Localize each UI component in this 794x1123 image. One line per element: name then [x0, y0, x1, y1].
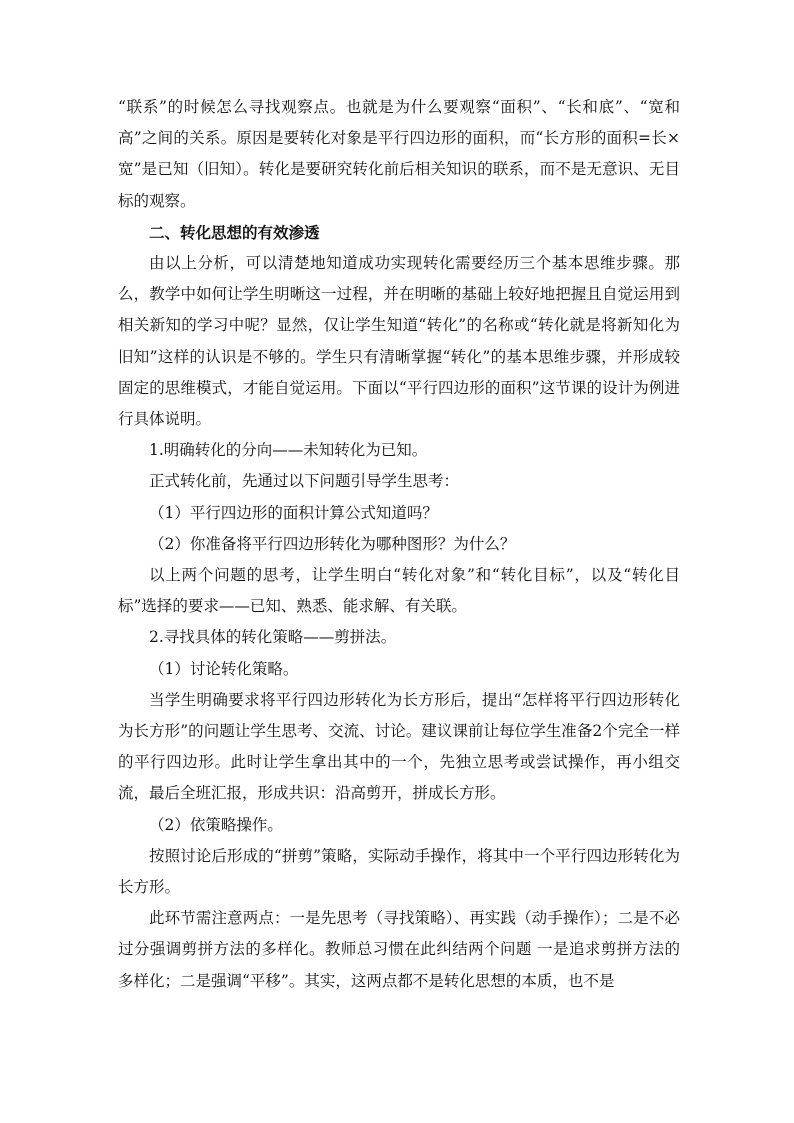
paragraph-analysis: 由以上分析，可以清楚地知道成功实现转化需要经历三个基本思维步骤。那么，教学中如何让学生明晰这一过程，并在明晰的基础上较好地把握且自觉运用到相关新知的学习中呢？显然，仅让学生知道“转化”的名称或“转化就是将新知化为旧知”这样的认识是不够的。学生只有清晰掌握“转化”的基本思维步骤，并形成较固定的思维模式，才能自觉运用。下面以“平行四边形的面积”这节课的设计为例进行具体说明。	[118, 254, 680, 429]
document-body	[118, 92, 680, 997]
step-2-heading: 2.寻找具体的转化策略——剪拼法。	[149, 628, 397, 647]
section-heading-2: 二、转化思想的有效渗透	[149, 222, 320, 242]
paragraph-notes: 此环节需注意两点：一是先思考（寻找策略）、再实践（动手操作）；二是不必过分强调剪拼方法的多样化。教师总习惯在此纠结两个问题 一是追求剪拼方法的多样化；二是强调“平移”。其实，这两点都不是转化思想的本质，也不是	[118, 909, 680, 990]
step-1-heading: 1.明确转化的分向——未知转化为已知。	[149, 441, 428, 460]
question-2: （2）你准备将平行四边形转化为哪种图形？为什么？	[149, 534, 516, 553]
paragraph-discussion: 当学生明确要求将平行四边形转化为长方形后，提出“怎样将平行四边形转化为长方形”的问题让学生思考、交流、讨论。建议课前让每位学生准备2个完全一样的平行四边形。此时让学生拿出其中的一个，先独立思考或尝试操作，再小组交流，最后全班汇报，形成共识：沿高剪开，拼成长方形。	[118, 690, 680, 803]
substep-2-heading: （2）依策略操作。	[149, 815, 283, 834]
paragraph-question-summary: 以上两个问题的思考，让学生明白“转化对象”和“转化目标”，以及“转化目标”选择的要求——已知、熟悉、能求解、有关联。	[118, 566, 680, 616]
paragraph-intro-questions: 正式转化前，先通过以下问题引导学生思考：	[149, 472, 460, 491]
paragraph-operation: 按照讨论后形成的“拼剪”策略，实际动手操作，将其中一个平行四边形转化为长方形。	[118, 846, 680, 897]
paragraph-continuation: “联系”的时候怎么寻找观察点。也就是为什么要观察“面积”、“长和底”、“宽和高”之间的关系。原因是要转化对象是平行四边形的面积，而“长方形的面积=长×宽”是已知（旧知）。转化是要研究转化前后相关知识的联系，而不是无意识、无目标的观察。	[118, 98, 680, 210]
question-1: （1）平行四边形的面积计算公式知道吗？	[149, 503, 438, 522]
substep-1-heading: （1）讨论转化策略。	[149, 659, 299, 678]
